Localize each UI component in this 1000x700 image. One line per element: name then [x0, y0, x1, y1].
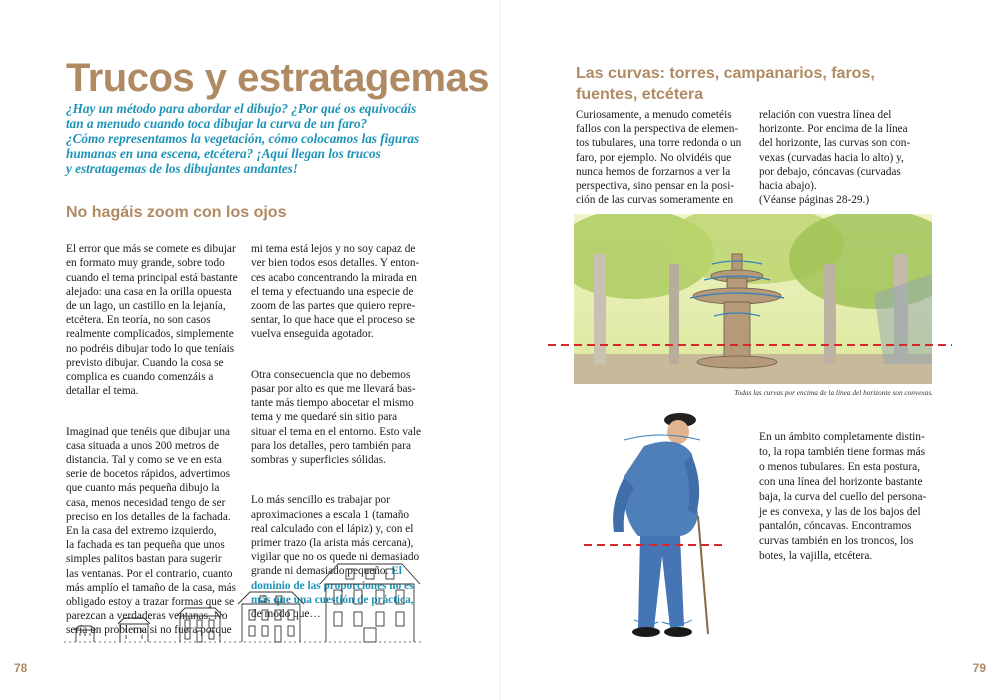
right-column-1: Curiosamente, a menudo cometéis fallos con la perspectiva de elemen- tos tubulares, una torre redonda o un faro, por ejemplo. No olvidéis que nunca hemos de forzarnos a ver la perspectiva, sino pensar en la posi- ción de las curvas someramente en: [576, 109, 742, 207]
page-number: 79: [972, 661, 986, 675]
house-sketch: [238, 592, 304, 642]
walking-man-illustration: [580, 406, 740, 646]
paragraph: Otra consecuencia que no debemos pasar por alto es que me llevará bas- tante más tiempo abocetar el mismo tema y me quedaré sin sitio para situar el tema en el entorno. Esto vale para los detalles, pero también para sombras y superficies sólidas.: [251, 368, 422, 467]
fountain-plaza-illustration: [574, 214, 932, 384]
horizon-line-bottom: [584, 540, 726, 550]
clothing-paragraph: En un ámbito completamente distin- to, la ropa también tiene formas más o menos tubulares. En esta postura, con una línea del horizonte bastante baja, la curva del cuello del persona- je es convexa, y las de los bajos del pantalón, cóncavas. Encontramos curvas también en los troncos, los botes, la vajilla, etcétera.: [759, 431, 927, 563]
horizon-line-top: [548, 340, 952, 350]
page-title: Trucos y estratagemas: [66, 56, 490, 100]
paragraph: El error que más se comete es dibujar en formato muy grande, sobre todo cuando el tema principal está bastante alejado: una casa en la orilla opuesta de un lago, un castillo en la lejanía, etcétera. En teoría, no son casos realmente complicados, simplemente no podréis dibujar todo lo que teníais previsto dibujar. Cuando la cosa se complica es cuando comenzáis a detallar el tema.: [66, 243, 238, 398]
house-sketch: [320, 564, 420, 642]
right-page: [500, 0, 1000, 700]
paragraph: mi tema está lejos y no soy capaz de ver bien todos esos detalles. Y enton- ces acabo concentrando la mirada en el tema y efectuando una especie de zoom de las partes que quiero repre- sentar, lo que hace que el proceso se vuelva enseguida agotador.: [251, 243, 420, 341]
section-title-zoom: No hagáis zoom con los ojos: [66, 204, 287, 221]
house-sketch: [177, 608, 223, 642]
right-column-2: relación con vuestra línea del horizonte. Por encima de la línea del horizonte, las curvas son con- vexas (curvadas hacia lo alto) y, por debajo, cóncavas (curvadas hacia abajo). (Véanse páginas 28-29.): [759, 109, 911, 207]
paragraph-text: Lo más sencillo es trabajar por aproximaciones a escala 1 (tamaño real calculado con el lápiz) y, con el primer trazo (la arista más cercana), vigilar que no os quede ni demasiado grande ni demasiado pequeño.: [251, 494, 420, 578]
page-number: 78: [14, 661, 28, 675]
highlight-text: El dominio de las proporciones no es más que una cuestión de práctica,: [251, 565, 414, 606]
paragraph-text: de modo que…: [251, 608, 321, 621]
house-sketch: [118, 618, 150, 642]
man-figure: [613, 413, 708, 637]
house-sketches-illustration: [64, 556, 424, 652]
section-title-curves: Las curvas: torres, campanarios, faros, fuentes, etcétera: [576, 65, 875, 103]
paragraph: Imaginad que tenéis que dibujar una casa situada a unos 200 metros de distancia. Tal y como se ve en esta serie de bocetos rápidos, advertimos que cuanto más pequeña dibujo la casa, menos necesidad tengo de ser preciso en los detalles de la fachada. En la casa del extremo izquierdo, la fachada es tan pequeña que unos simples palitos bastan para sugerir las ventanas. Por el contrario, cuanto más amplío el tamaño de la casa, más obligado estoy a trazar formas que se parezcan a verdaderas ventanas. No sería un problema si no fuera porque: [66, 425, 237, 637]
image-caption: Todas las curvas por encima de la línea del horizonte son convexas.: [734, 388, 933, 397]
house-sketch: [74, 626, 96, 642]
intro-text: ¿Hay un método para abordar el dibujo? ¿Por qué os equivocáis tan a menudo cuando toca dibujar la curva de un faro? ¿Cómo representamos la vegetación, cómo colocamos las figuras humanas en una escena, etcétera? ¡Aquí llegan los trucos y estratagemas de los dibujantes andantes!: [66, 101, 420, 176]
